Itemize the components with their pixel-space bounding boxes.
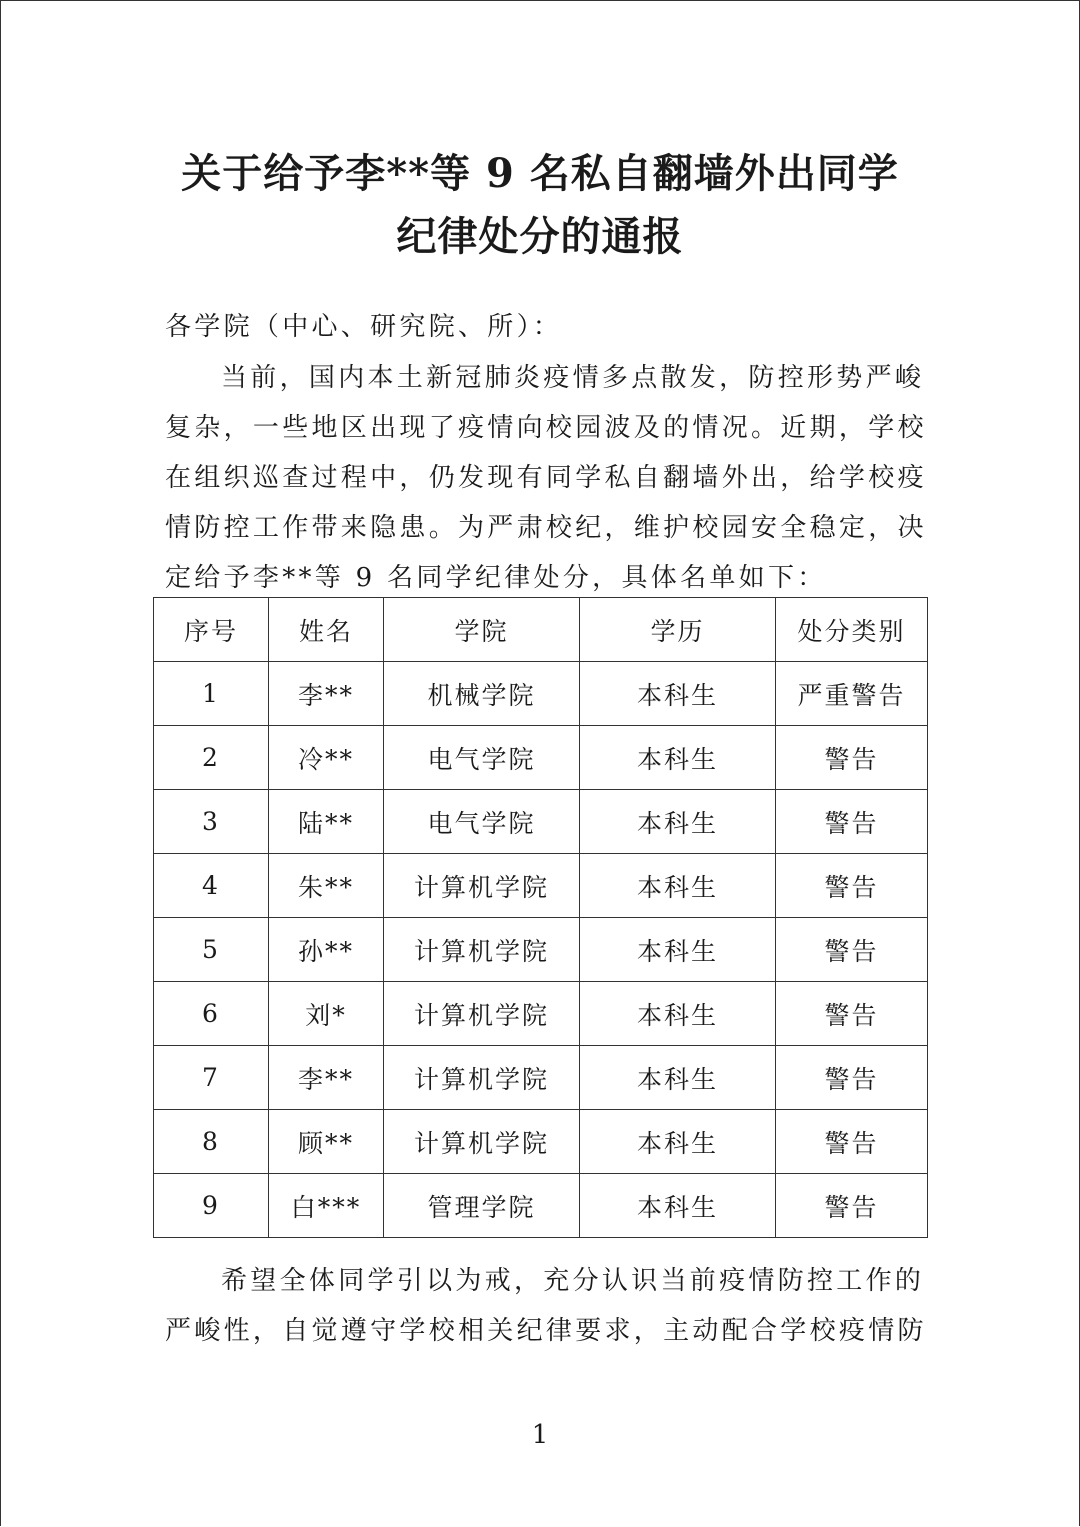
paragraph-1-line-3: 在组织巡查过程中，仍发现有同学私自翻墙外出，给学校疫 [165,463,927,493]
cell-education: 本科生 [580,918,776,982]
salutation: 各学院（中心、研究院、所）： [165,312,563,342]
cell-college: 计算机学院 [384,918,580,982]
cell-education: 本科生 [580,662,776,726]
cell-college: 计算机学院 [384,1046,580,1110]
cell-penalty: 警告 [776,1046,928,1110]
cell-penalty: 严重警告 [776,662,928,726]
cell-college: 计算机学院 [384,854,580,918]
table-row [154,1174,928,1238]
table-row [154,1046,928,1110]
cell-name: 冷** [269,726,384,790]
paragraph-1-line-2: 复杂，一些地区出现了疫情向校园波及的情况。近期，学校 [165,413,927,443]
paragraph-1-line-5: 定给予李**等 9 名同学纪律处分，具体名单如下： [165,563,827,593]
cell-number: 1 [154,662,269,726]
header-number: 序号 [154,598,269,662]
cell-education: 本科生 [580,1046,776,1110]
cell-name: 陆** [269,790,384,854]
cell-education: 本科生 [580,1174,776,1238]
cell-name: 顾** [269,1110,384,1174]
cell-name: 刘* [269,982,384,1046]
cell-college: 机械学院 [384,662,580,726]
cell-number: 8 [154,1110,269,1174]
cell-penalty: 警告 [776,1174,928,1238]
cell-name: 李** [269,1046,384,1110]
table-row [154,662,928,726]
cell-number: 6 [154,982,269,1046]
table-row [154,982,928,1046]
cell-number: 4 [154,854,269,918]
cell-penalty: 警告 [776,854,928,918]
header-college: 学院 [384,598,580,662]
cell-education: 本科生 [580,726,776,790]
table-row [154,1110,928,1174]
cell-penalty: 警告 [776,982,928,1046]
cell-number: 9 [154,1174,269,1238]
cell-name: 孙** [269,918,384,982]
table-row [154,918,928,982]
table-header-row [154,598,928,662]
header-education: 学历 [580,598,776,662]
table-row [154,726,928,790]
cell-name: 白*** [269,1174,384,1238]
cell-college: 电气学院 [384,726,580,790]
paragraph-2-line-1: 希望全体同学引以为戒，充分认识当前疫情防控工作的 [221,1266,925,1296]
cell-penalty: 警告 [776,726,928,790]
table-row [154,854,928,918]
cell-education: 本科生 [580,982,776,1046]
cell-name: 李** [269,662,384,726]
page-number: 1 [531,1420,549,1450]
cell-education: 本科生 [580,1110,776,1174]
paragraph-1-line-1: 当前，国内本土新冠肺炎疫情多点散发，防控形势严峻 [221,363,925,393]
cell-penalty: 警告 [776,1110,928,1174]
cell-college: 计算机学院 [384,982,580,1046]
document-title-line-2: 纪律处分的通报 [396,213,684,260]
cell-penalty: 警告 [776,790,928,854]
paragraph-1-line-4: 情防控工作带来隐患。为严肃校纪，维护校园安全稳定，决 [165,513,927,543]
cell-number: 3 [154,790,269,854]
header-name: 姓名 [269,598,384,662]
cell-education: 本科生 [580,790,776,854]
cell-number: 7 [154,1046,269,1110]
cell-name: 朱** [269,854,384,918]
header-penalty: 处分类别 [776,598,928,662]
cell-college: 管理学院 [384,1174,580,1238]
table-row [154,790,928,854]
cell-college: 电气学院 [384,790,580,854]
cell-number: 5 [154,918,269,982]
cell-penalty: 警告 [776,918,928,982]
discipline-list-table [153,597,928,1238]
document-title-line-1: 关于给予李**等 9 名私自翻墙外出同学 [181,150,899,197]
paragraph-2-line-2: 严峻性，自觉遵守学校相关纪律要求，主动配合学校疫情防 [165,1316,927,1346]
cell-college: 计算机学院 [384,1110,580,1174]
cell-number: 2 [154,726,269,790]
cell-education: 本科生 [580,854,776,918]
